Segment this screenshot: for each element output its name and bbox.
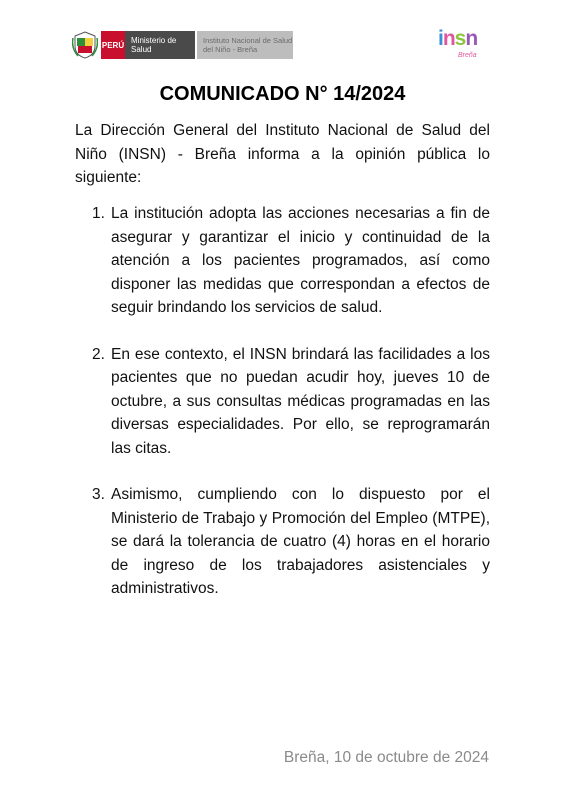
insn-logo-letter: n [442,27,455,50]
document-title: COMUNICADO N° 14/2024 [159,83,406,105]
list-item [92,483,490,601]
list-item [92,202,490,320]
peru-coat-of-arms-icon [72,30,98,60]
ministry-logo [72,29,293,61]
list-item-text: En ese contexto, el INSN brindará las facilidades a los pacientes que no puedan acudir hoy, jueves 10 de octubre, a sus consultas médicas programadas en las diversas especialidades. Por ello, se reprogramarán las citas. [111,345,490,457]
list-item-text: La institución adopta las acciones necesarias a fin de asegurar y garantizar el inicio y continuidad de la atención a los pacientes programados, así como disponer las medidas que correspondan a efectos de seguir brindando los servicios de salud. [111,205,490,316]
ministry-label: Ministerio de Salud [125,31,195,59]
list-item-number: 3. [92,486,105,503]
insn-logo-letter: n [465,27,478,50]
list-item-text: Asimismo, cumpliendo con lo dispuesto por el Ministerio de Trabajo y Promoción del Empleo (MTPE), se dará la tolerancia de cuatro (4) horas en el horario de ingreso de los trabajadores asistenciales y administrativos. [111,486,490,597]
list-item [92,343,490,461]
institute-label: Instituto Nacional de Salud del Niño - Breña [197,31,293,59]
intro-paragraph: La Dirección General del Instituto Nacional de Salud del Niño (INSN) - Breña informa a la opinión pública lo siguiente: [75,122,490,186]
list-item-number: 2. [92,345,105,363]
insn-logo-letter: i [438,27,443,50]
insn-logo-letters [438,28,477,50]
list-item-number: 1. [92,205,105,222]
insn-logo-tagline: Breña [458,52,477,59]
insn-logo [434,26,494,66]
numbered-list [92,202,490,624]
peru-label: PERÚ [101,31,125,59]
date-line: Breña, 10 de octubre de 2024 [283,749,489,766]
document-header [0,0,565,70]
insn-logo-letter: s [454,27,466,50]
